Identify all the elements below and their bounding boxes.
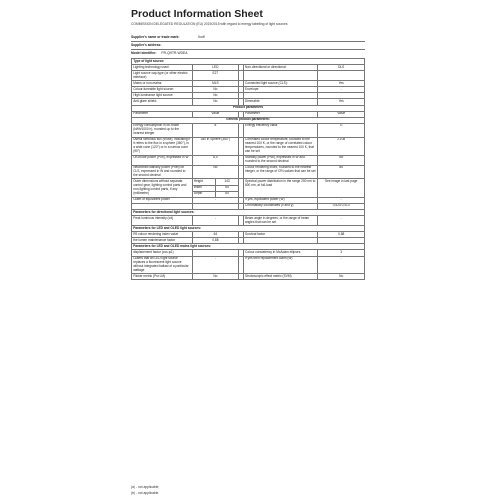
parameter-label: Energy efficiency class	[243, 123, 318, 137]
parameter-value: No	[318, 155, 365, 165]
parameter-label: the lumen maintenance factor	[132, 238, 193, 244]
model-value: PR-QHTR-WDEA	[161, 51, 188, 55]
parameter-label: Correlated colour temperature, rounded to the nearest 100 K, or the range of correlated colour temperatures, rounded to the nearest 100 K, that can be set	[243, 137, 318, 155]
parameter-label: Colour consistency in McAdam ellipses	[243, 250, 318, 256]
parameter-value: Value	[318, 111, 365, 117]
parameter-label: Light source cap-type (or other electric interface)	[132, 71, 193, 81]
table-row	[132, 155, 365, 165]
table-row	[132, 137, 365, 155]
parameter-value: -	[318, 216, 365, 226]
section-heading: General product parameters:	[132, 117, 365, 123]
parameter-label: Beam angle in degrees, or the range of beam angles that can be set	[243, 216, 318, 226]
supplier-name-label: Supplier's name or trade mark:	[131, 35, 180, 39]
table-row	[132, 71, 365, 81]
parameter-label: Anti-glare shield:	[132, 99, 193, 105]
parameter-label: Standby power (Psb), expressed in W and rounded to the second decimal	[243, 155, 318, 165]
parameter-value: G	[318, 123, 365, 137]
footnote-a: (a) - not applicable;	[131, 485, 160, 489]
parameter-label: Connected light source (CLS):	[243, 81, 318, 87]
parameter-label: Energy consumption in on-mode (kWh/1000 h), rounded up to the nearest integer	[132, 123, 193, 137]
dimension-label: Depth	[192, 191, 215, 197]
dimension-label: Width	[192, 185, 215, 191]
parameter-label: Flicker metric (Pst LM)	[132, 274, 193, 280]
parameter-label: Colour rendering index, rounded to the nearest integer, or the range of CRI-values that can be set	[243, 165, 318, 179]
parameter-label: Peak luminous intensity (cd)	[132, 216, 193, 226]
parameter-label	[243, 71, 318, 81]
table-row	[132, 216, 365, 226]
parameter-value: 2.108	[318, 137, 365, 155]
parameter-label: Useful luminous flux (Φuse), indicating if it refers to the flux in a sphere (360°), in a wide cone (120°) or in a narrow cone (90°)	[133, 137, 191, 154]
section-heading: Parameters for LED and OLED light sources:	[132, 226, 365, 232]
dimension-value: 143	[215, 179, 238, 185]
parameter-value: 3	[318, 250, 365, 256]
parameter-label: displacement factor (cos φ1)	[132, 250, 193, 256]
parameter-value: E27	[192, 71, 239, 81]
parameter-value: No	[318, 274, 365, 280]
parameter-label: Networked standby power (Pnet) for CLS, expressed in W and rounded to the second decimal	[132, 165, 193, 179]
parameter-value: 0,524 0,413	[318, 203, 365, 209]
product-parameters-table	[131, 58, 365, 280]
parameter-label: Claim of equivalent power	[132, 197, 193, 203]
parameter-label: Dimmable:	[243, 99, 318, 105]
parameter-value: -	[318, 197, 365, 203]
parameter-value: Yes	[318, 99, 365, 105]
section-heading: Product parameters	[132, 105, 365, 111]
parameter-value: No	[192, 165, 239, 179]
dimension-label: Height	[192, 179, 215, 185]
parameter-value: DLS	[318, 65, 365, 71]
supplier-name-value: Ikoff	[198, 35, 205, 39]
parameter-label: R9 colour rendering index value	[132, 232, 193, 238]
footnote-b: (b) - not applicable.	[131, 491, 160, 495]
model-label: Model identifier:	[131, 51, 157, 55]
parameter-value: Value	[192, 111, 239, 117]
parameter-value: -	[318, 87, 365, 93]
parameter-label: Parameter	[243, 111, 318, 117]
parameter-label: Colour-tuneable light source:	[132, 87, 193, 93]
parameter-value: 280 in Sphere (360°)	[192, 137, 239, 155]
parameter-value: See image in last page	[318, 179, 365, 197]
parameter-label: If yes then replacement claim (W)	[243, 256, 318, 274]
divider	[131, 41, 365, 42]
parameter-value: LED	[192, 65, 239, 71]
parameter-value: 64	[192, 232, 239, 238]
parameter-value: Yes	[318, 81, 365, 87]
table-row	[132, 274, 365, 280]
parameter-value: No	[192, 99, 239, 105]
supplier-name-line	[131, 35, 205, 39]
supplier-address-line	[131, 43, 161, 47]
parameter-label: Mains or non-mains:	[132, 81, 193, 87]
parameter-value: No	[192, 93, 239, 99]
dimension-value: 64	[215, 185, 238, 191]
parameter-label: Chromaticity coordinates (x and y)	[243, 203, 318, 209]
parameter-label: If yes, equivalent power (W)	[243, 197, 318, 203]
parameter-label: High luminance light source:	[132, 93, 193, 99]
parameter-value: 85	[318, 165, 365, 179]
section-heading: Type of light source:	[132, 59, 365, 65]
parameter-value: MLS	[192, 81, 239, 87]
parameter-value: -	[192, 256, 239, 274]
section-heading: Parameters for directional light sources:	[132, 209, 365, 215]
parameter-value: -	[318, 256, 365, 274]
divider	[131, 49, 365, 50]
parameter-label: Lighting technology used:	[132, 65, 193, 71]
parameter-value: -	[192, 216, 239, 226]
parameter-label: On-mode power (Pon), expressed in W	[132, 155, 193, 165]
table-row	[132, 256, 365, 274]
intro-text: COMMISSION DELEGATED REGULATION (EU) 2019/2015 with regard to energy labelling of light sources	[131, 22, 288, 26]
parameter-label: Stroboscopic effect metric (SVM)	[243, 274, 318, 280]
supplier-address-label: Supplier's address:	[131, 43, 162, 47]
parameter-value: No	[192, 87, 239, 93]
model-line	[131, 51, 187, 55]
parameter-label: Spectral power distribution in the range 250 nm to 800 nm, at full-load	[243, 179, 318, 197]
parameter-value: 0,88	[318, 232, 365, 238]
parameter-label: Survival factor	[243, 232, 318, 238]
parameter-label: Envelope:	[243, 87, 318, 93]
page-title: Product Information Sheet	[131, 8, 263, 20]
parameter-value	[318, 71, 365, 81]
dimension-value: 64	[215, 191, 238, 197]
parameter-value: -	[192, 197, 239, 203]
table-row	[132, 179, 365, 185]
parameter-value: 8,0	[192, 155, 239, 165]
section-heading: Parameters for LED and OLED mains light sources:	[132, 244, 365, 250]
parameter-label: Parameter	[132, 111, 193, 117]
parameter-value: 8	[192, 123, 239, 137]
parameter-label: Claims that an LED light source replaces a fluorescent light source without integrated ballast of a particular wattage	[132, 256, 193, 274]
parameter-label: Non-directional or directional:	[243, 65, 318, 71]
parameter-value: No	[192, 274, 239, 280]
parameter-value: 0,88	[192, 238, 239, 244]
table-row	[132, 165, 365, 179]
parameter-label: Outer dimensions without separate control gear, lighting control parts and non-lighting control parts, if any (millimetre)	[132, 179, 193, 197]
table-row	[132, 123, 365, 137]
